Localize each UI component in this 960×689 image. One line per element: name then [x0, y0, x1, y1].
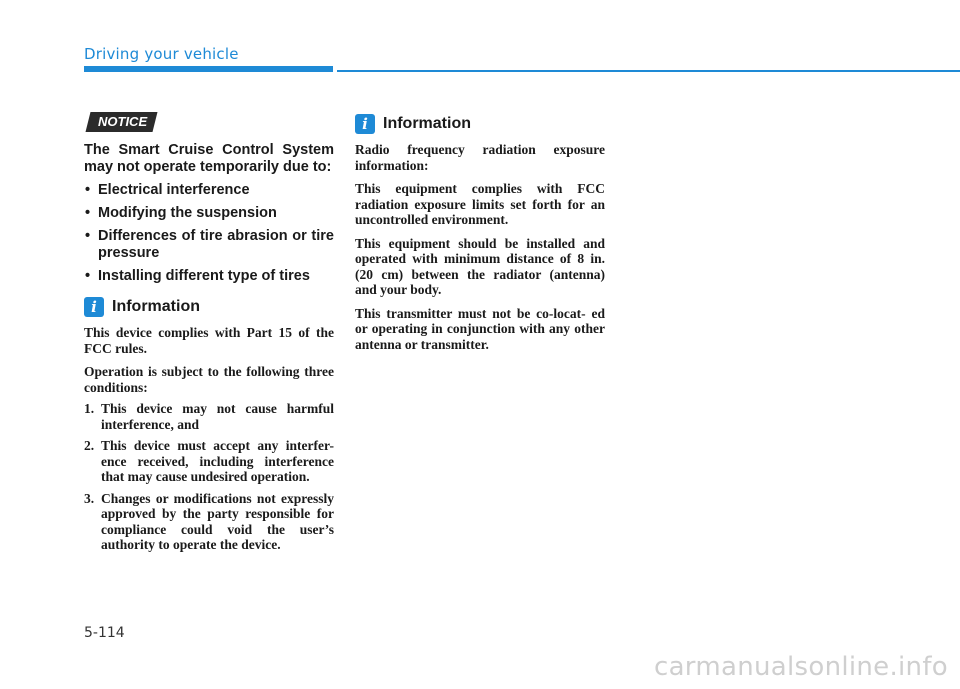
notice-intro: The Smart Cruise Control System may not operate temporarily due to: — [84, 142, 334, 175]
list-item: • Differences of tire abrasion or tire pressure — [84, 228, 334, 262]
list-number: 2. — [84, 438, 95, 453]
list-item — [84, 491, 334, 553]
notice-badge-label: NOTICE — [98, 114, 148, 129]
info-icon: i — [84, 297, 104, 317]
list-item — [84, 401, 334, 432]
list-item: • Installing different type of tires — [84, 268, 334, 285]
paragraph: Radio frequency radiation exposure information: — [355, 142, 605, 173]
list-item: • Electrical interference — [84, 182, 334, 199]
notice-badge — [86, 112, 158, 132]
right-column — [355, 112, 605, 352]
section-title: Driving your vehicle — [84, 45, 239, 63]
header-rule-thin — [337, 70, 960, 72]
watermark: carmanualsonline.info — [653, 652, 948, 682]
info-title: Information — [112, 298, 200, 315]
paragraph: This equipment complies with FCC radiation exposure limits set forth for an uncontrolled environment. — [355, 181, 605, 227]
info-title: Information — [383, 115, 471, 132]
paragraph: This transmitter must not be co-locat- ed or operating in conjunction with any other antenna or transmitter. — [355, 305, 605, 352]
list-text: Changes or modifications not expressly approved by the party responsible for compliance could void the user’s authority to operate the device. — [101, 490, 334, 552]
page-number: 5-114 — [84, 625, 125, 641]
info-icon: i — [355, 114, 375, 134]
list-text: This device must accept any interfer- ence received, including interference that may cause undesired operation. — [101, 438, 334, 484]
list-text: This device may not cause harmful interference, and — [101, 401, 334, 432]
paragraph: This device complies with Part 15 of the FCC rules. — [84, 325, 334, 356]
left-column — [84, 112, 334, 559]
list-number: 1. — [84, 401, 95, 416]
list-number: 3. — [84, 490, 95, 506]
paragraph: Operation is subject to the following three conditions: — [84, 364, 334, 395]
list-item — [84, 438, 334, 485]
conditions-list — [84, 401, 334, 553]
info-heading-left — [84, 297, 334, 317]
notice-list — [84, 182, 334, 285]
header-rule-thick — [84, 66, 333, 72]
paragraph: This equipment should be installed and operated with minimum distance of 8 in. (20 cm) between the radiator (antenna) and your body. — [355, 235, 605, 297]
info-heading-right — [355, 114, 605, 134]
list-item: • Modifying the suspension — [84, 205, 334, 222]
